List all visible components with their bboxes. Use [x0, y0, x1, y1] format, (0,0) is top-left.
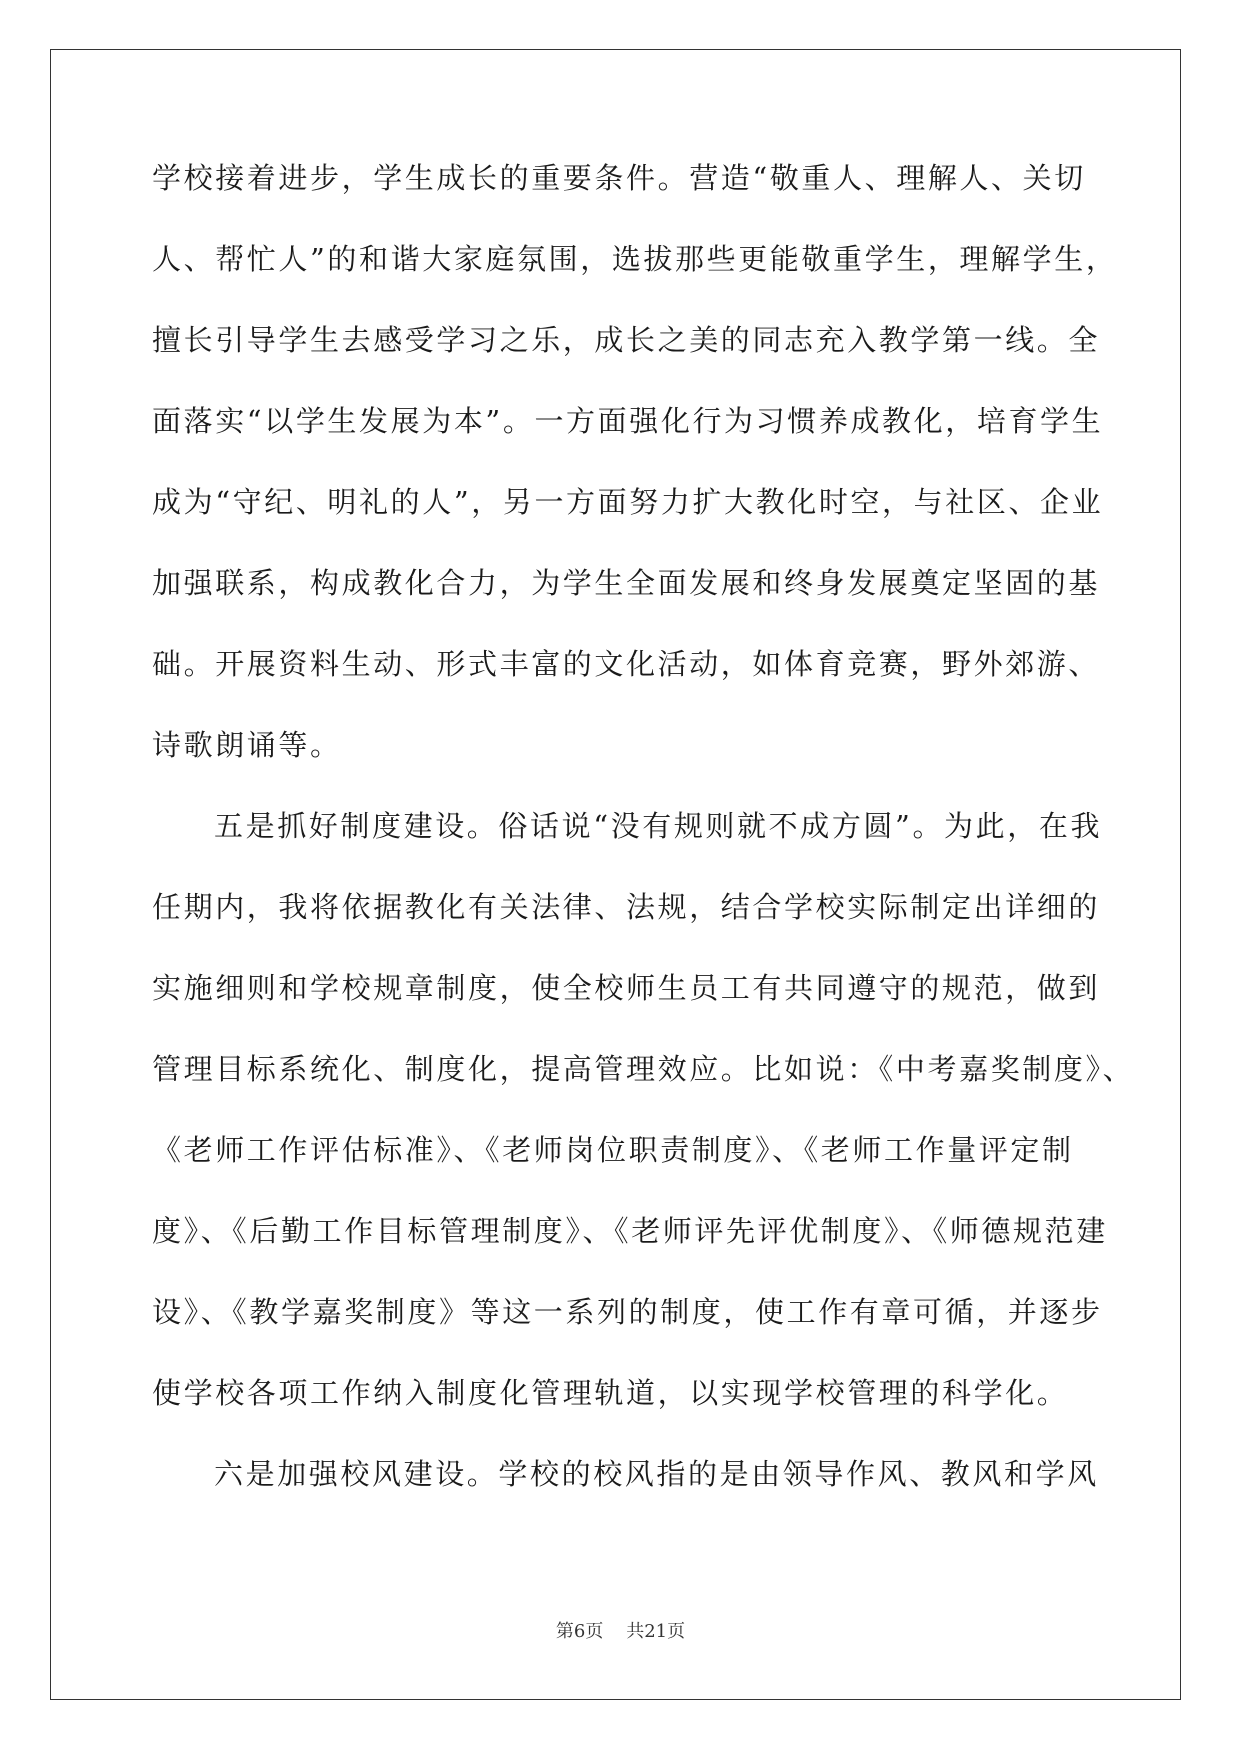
text-line: 任期内，我将依据教化有关法律、法规，结合学校实际制定出详细的 [152, 890, 1101, 924]
page-number: 第6页 [555, 1621, 604, 1642]
text-line: 擅长引导学生去感受学习之乐，成长之美的同志充入教学第一线。全 [152, 323, 1101, 357]
text-line: 六是加强校风建设。学校的校风指的是由领导作风、教风和学风 [214, 1457, 1099, 1491]
text-line: 五是抓好制度建设。俗话说“没有规则就不成方圆”。为此，在我 [214, 809, 1103, 843]
text-line: 度》、《后勤工作目标管理制度》、《老师评先评优制度》、《师德规范建 [152, 1214, 1108, 1248]
text-line: 础。开展资料生动、形式丰富的文化活动，如体育竞赛，野外郊游、 [152, 647, 1101, 681]
text-line: 管理目标系统化、制度化，提高管理效应。比如说：《中考嘉奖制度》、 [152, 1052, 1135, 1086]
text-line: 实施细则和学校规章制度，使全校师生员工有共同遵守的规范，做到 [152, 971, 1101, 1005]
document-body [152, 158, 1135, 1535]
text-line: 人、帮忙人”的和谐大家庭氛围，选拔那些更能敬重学生，理解学生， [152, 242, 1118, 276]
text-line: 设》、《教学嘉奖制度》等这一系列的制度，使工作有章可循，并逐步 [152, 1295, 1103, 1329]
text-line: 学校接着进步，学生成长的重要条件。营造“敬重人、理解人、关切 [152, 161, 1086, 195]
page-footer [0, 1617, 1241, 1643]
text-line: 诗歌朗诵等。 [152, 728, 342, 762]
text-line: 成为“守纪、明礼的人”，另一方面努力扩大教化时空，与社区、企业 [152, 485, 1104, 519]
page-total: 共21页 [626, 1621, 686, 1642]
text-line: 面落实“以学生发展为本”。一方面强化行为习惯养成教化，培育学生 [152, 404, 1104, 438]
text-line: 加强联系，构成教化合力，为学生全面发展和终身发展奠定坚固的基 [152, 566, 1101, 600]
text-line: 使学校各项工作纳入制度化管理轨道，以实现学校管理的科学化。 [152, 1376, 1069, 1410]
text-line: 《老师工作评估标准》、《老师岗位职责制度》、《老师工作量评定制 [152, 1133, 1074, 1167]
